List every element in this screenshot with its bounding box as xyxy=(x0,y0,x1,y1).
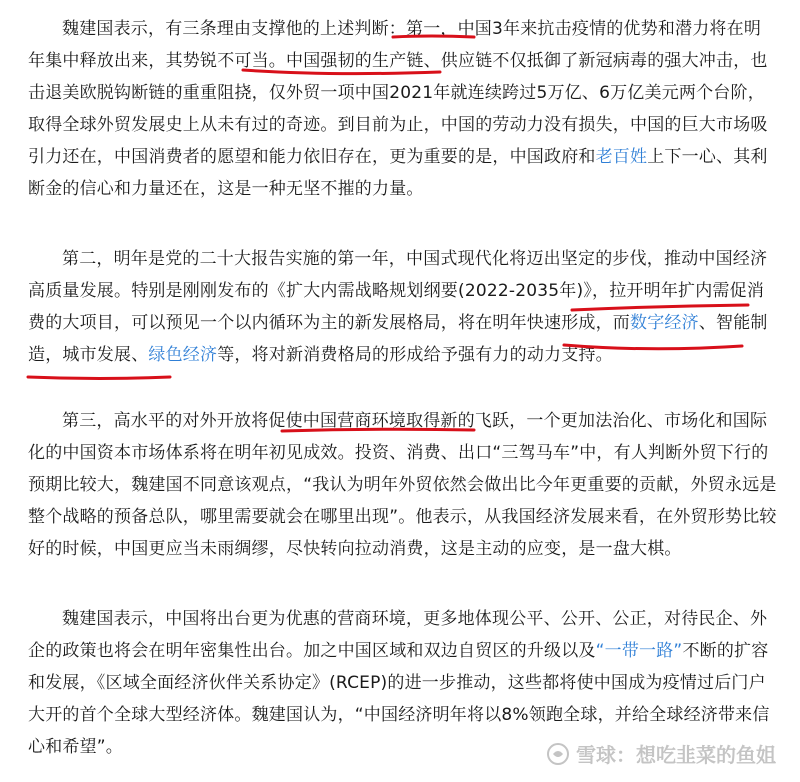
paragraph-1-text-b: 上下一心、其利断金的信心和力量还在，这是一种无坚不摧的力量。 xyxy=(28,147,768,199)
paragraph-1 xyxy=(28,13,778,205)
paragraph-2 xyxy=(28,243,778,371)
watermark-text: 雪球：想吃韭菜的鱼姐 xyxy=(576,743,776,767)
paragraph-2-text-c: 等，将对新消费格局的形成给予强有力的动力支持。 xyxy=(217,345,613,365)
paragraph-2-text-a: 第二，明年是党的二十大报告实施的第一年，中国式现代化将迈出坚定的步伐，推动中国经济高质量发展。特别是刚刚发布的《扩大内需战略规划纲要(2022-2035年)》，拉开明年扩内需促消费的大项目，可以预见一个以内循环为主的新发展格局，将在明年快速形成，而 xyxy=(28,249,768,333)
paragraph-4-text-b: 不断的扩容和发展，《区域全面经济伙伴关系协定》(RCEP)的进一步推动，这些都将使中国成为疫情过后门户大开的首个全球大型经济体。魏建国认为，“中国经济明年将以8%领跑全球，并给全球经济带来信心和希望”。 xyxy=(28,641,770,757)
paragraph-3-text: 第三，高水平的对外开放将促使中国营商环境取得新的飞跃，一个更加法治化、市场化和国际化的中国资本市场体系将在明年初见成效。投资、消费、出口“三驾马车”中，有人判断外贸下行的预期比较大，魏建国不同意该观点，“我认为明年外贸依然会做出比今年更重要的贡献，外贸永远是整个战略的预备总队，哪里需要就会在哪里出现”。他表示，从我国经济发展来看，在外贸形势比较好的时候，中国更应当未雨绸缪，尽快转向拉动消费，这是主动的应变，是一盘大棋。 xyxy=(28,411,777,559)
watermark xyxy=(546,739,776,768)
link-belt-and-road[interactable]: “一带一路” xyxy=(595,641,683,661)
paragraph-4-text-a: 魏建国表示，中国将出台更为优惠的营商环境，更多地体现公平、公开、公正，对待民企、外企的政策也将会在明年密集性出台。加之中国区域和双边自贸区的升级以及 xyxy=(28,609,768,661)
snowball-logo-icon xyxy=(546,742,570,766)
paragraph-3 xyxy=(28,405,778,565)
link-digital-economy[interactable]: 数字经济 xyxy=(630,313,699,333)
link-laobaixing[interactable]: 老百姓 xyxy=(595,147,648,167)
paragraph-1-text-a: 魏建国表示，有三条理由支撑他的上述判断：第一，中国3年来抗击疫情的优势和潜力将在明年集中释放出来，其势锐不可当。中国强韧的生产链、供应链不仅抵御了新冠病毒的强大冲击，也击退美欧脱钩断链的重重阻挠，仅外贸一项中国2021年就连续跨过5万亿、6万亿美元两个台阶，取得全球外贸发展史上从未有过的奇迹。到目前为止，中国的劳动力没有损失，中国的巨大市场吸引力还在，中国消费者的愿望和能力依旧存在，更为重要的是，中国政府和 xyxy=(28,19,768,167)
paragraph-2-text-b: 、智能制造，城市发展、 xyxy=(28,313,768,365)
link-green-economy[interactable]: 绿色经济 xyxy=(148,345,218,365)
